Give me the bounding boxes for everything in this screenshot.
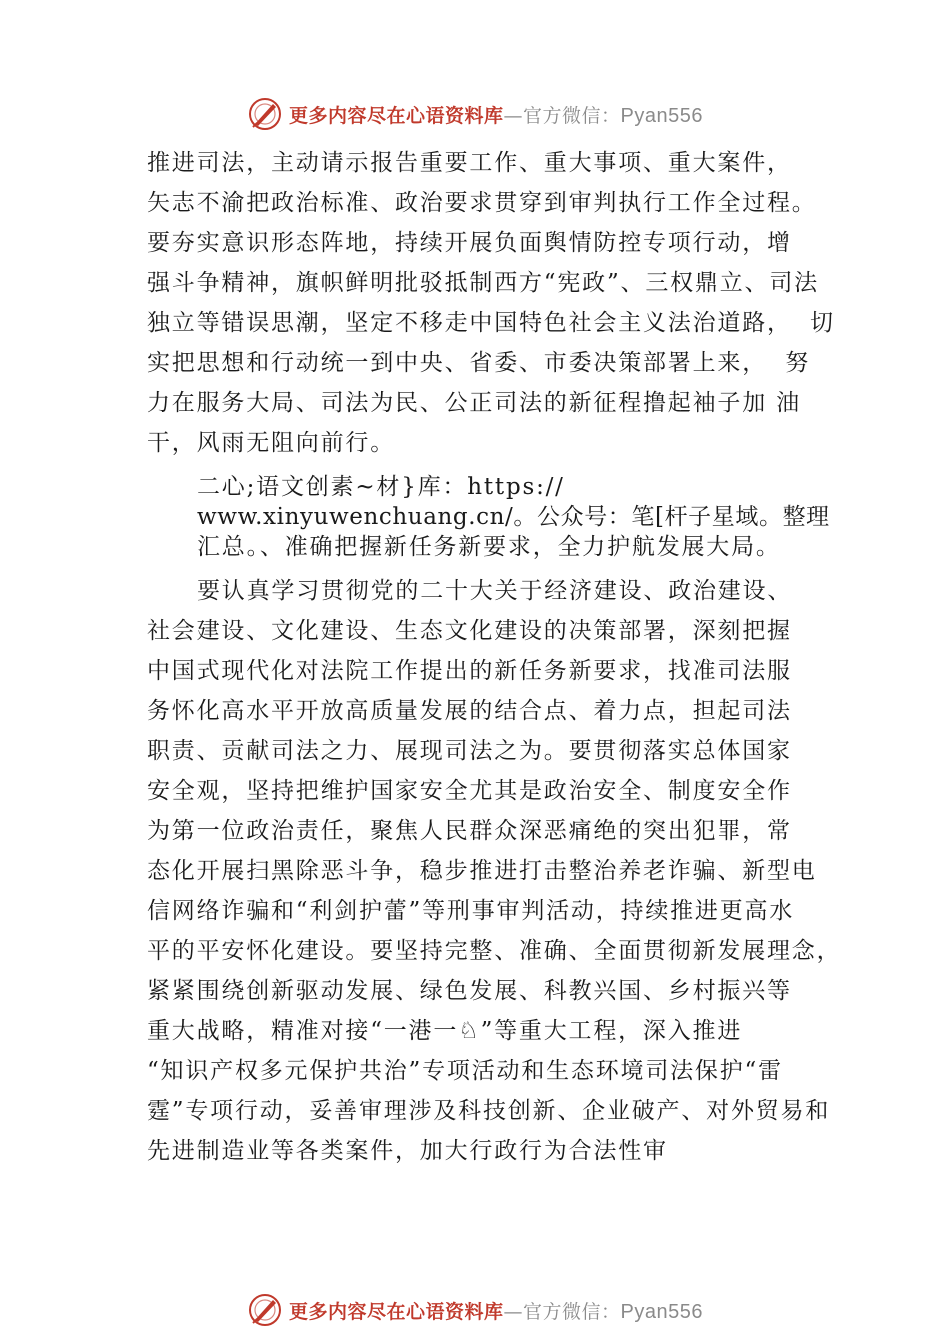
watermark-red-text: 更多内容尽在心语资料库: [289, 1300, 504, 1323]
paragraph-line: 强斗争精神，旗帜鲜明批驳抵制西方“宪政”、三权鼎立、司法: [147, 270, 819, 296]
paragraph-line: 干，风雨无阻向前行。: [147, 430, 395, 456]
watermark-red-text: 更多内容尽在心语资料库: [289, 104, 504, 127]
watermark-banner-bottom: [0, 1290, 950, 1330]
source-note-line: 汇总。、准确把握新任务新要求，全力护航发展大局。: [197, 534, 781, 560]
paragraph-line: 态化开展扫黑除恶斗争，稳步推进打击整治养老诈骗、新型电: [147, 858, 817, 884]
paragraph-line: 要夯实意识形态阵地，持续开展负面舆情防控专项行动，增: [147, 230, 792, 256]
paragraph-line: 先进制造业等各类案件，加大行政行为合法性审: [147, 1138, 668, 1164]
paragraph-line: 矢志不渝把政治标准、政治要求贯穿到审判执行工作全过程。: [147, 190, 817, 216]
paragraph-line: 职责、贡献司法之力、展现司法之为。要贯彻落实总体国家: [147, 738, 792, 764]
paragraph-line: 信网络诈骗和“利剑护蕾”等刑事审判活动，持续推进更高水: [147, 898, 795, 924]
paragraph-line: 霆”专项行动，妥善审理涉及科技创新、企业破产、对外贸易和: [147, 1098, 831, 1124]
watermark-gray-text: —官方微信：: [503, 1300, 621, 1323]
watermark-banner-top: [0, 94, 950, 134]
paragraph-line: 务怀化高水平开放高质量发展的结合点、着力点，担起司法: [147, 698, 792, 724]
paragraph-line: “知识产权多元保护共治”专项活动和生态环境司法保护“雷: [147, 1058, 783, 1084]
paragraph-line: 要认真学习贯彻党的二十大关于经济建设、政治建设、: [197, 578, 793, 604]
paragraph-line: 力在服务大局、司法为民、公正司法的新征程撸起袖子加 油: [147, 390, 801, 416]
quill-logo-icon: [247, 1292, 283, 1328]
paragraph-line: 安全观，坚持把维护国家安全尤其是政治安全、制度安全作: [147, 778, 792, 804]
paragraph-line: 独立等错误思潮，坚定不移走中国特色社会主义法治道路， 切: [147, 310, 835, 336]
source-note-line: www.xinyuwenchuang.cn/。公众号：笔[杆子星域。整理: [197, 504, 830, 530]
watermark-wechat-id: Pyan556: [620, 104, 703, 127]
watermark-text: [289, 1297, 703, 1324]
watermark-gray-text: —官方微信：: [503, 104, 621, 127]
paragraph-line: 中国式现代化对法院工作提出的新任务新要求，找准司法服: [147, 658, 792, 684]
paragraph-line: 推进司法，主动请示报告重要工作、重大事项、重大案件，: [147, 150, 792, 176]
paragraph-line: 社会建设、文化建设、生态文化建设的决策部署，深刻把握: [147, 618, 792, 644]
paragraph-line: 为第一位政治责任，聚焦人民群众深恶痛绝的突出犯罪，常: [147, 818, 792, 844]
paragraph-line: 重大战略，精准对接“一港一♘”等重大工程，深入推进: [147, 1018, 743, 1044]
quill-logo-icon: [247, 96, 283, 132]
paragraph-line: 紧紧围绕创新驱动发展、绿色发展、科教兴国、乡村振兴等: [147, 978, 792, 1004]
paragraph-line: 实把思想和行动统一到中央、省委、市委决策部署上来， 努: [147, 350, 811, 376]
source-note-line: 二心;语文创素~材}库：https://: [197, 474, 565, 500]
watermark-text: [289, 101, 703, 128]
watermark-wechat-id: Pyan556: [620, 1300, 703, 1323]
paragraph-line: 平的平安怀化建设。要坚持完整、准确、全面贯彻新发展理念，: [147, 938, 842, 964]
